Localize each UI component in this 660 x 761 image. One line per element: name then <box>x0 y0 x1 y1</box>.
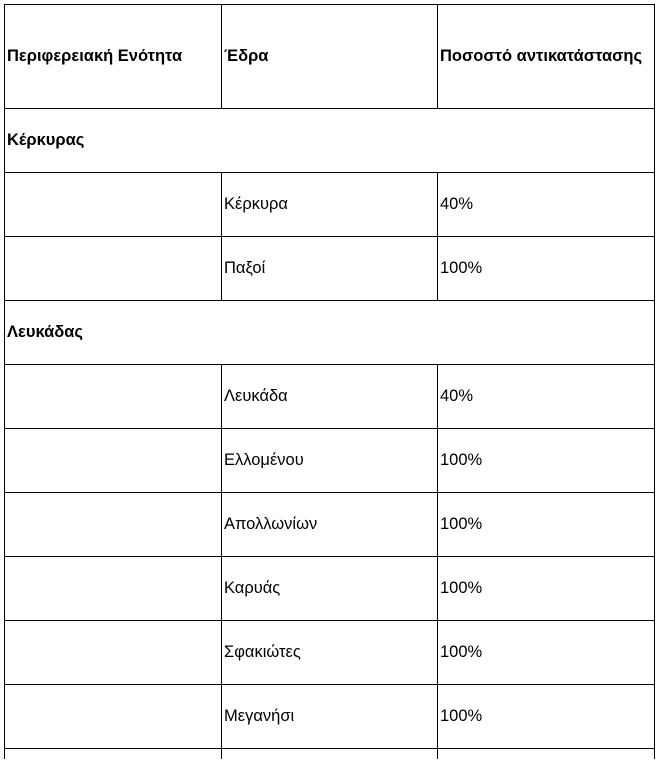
table-row <box>5 685 655 749</box>
regional-unit-cell <box>5 685 222 749</box>
regional-unit-cell <box>5 173 222 237</box>
regional-unit-cell <box>5 621 222 685</box>
header-regional-unit: Περιφερειακή Ενότητα <box>5 5 222 109</box>
seat-cell: Καρυάς <box>222 557 438 621</box>
rate-cell: 100% <box>438 493 655 557</box>
table-row <box>5 621 655 685</box>
rate-cell: 40% <box>438 173 655 237</box>
seat-cell: Ελλομένου <box>222 429 438 493</box>
replacement-rate-table <box>4 4 655 759</box>
continuation-cell <box>438 749 655 760</box>
seat-cell: Λευκάδα <box>222 365 438 429</box>
seat-cell: Κέρκυρα <box>222 173 438 237</box>
regional-unit-cell <box>5 429 222 493</box>
header-seat: Έδρα <box>222 5 438 109</box>
section-row-kerkyra <box>5 109 655 173</box>
seat-cell: Σφακιώτες <box>222 621 438 685</box>
rate-cell: 40% <box>438 365 655 429</box>
continuation-cell <box>5 749 222 760</box>
rate-cell: 100% <box>438 621 655 685</box>
seat-cell: Απολλωνίων <box>222 493 438 557</box>
header-replacement-rate: Ποσοστό αντικατάστασης <box>438 5 655 109</box>
regional-unit-cell <box>5 557 222 621</box>
table-row <box>5 493 655 557</box>
rate-cell: 100% <box>438 557 655 621</box>
table-row <box>5 237 655 301</box>
regional-unit-cell <box>5 237 222 301</box>
regional-unit-cell <box>5 365 222 429</box>
section-row-lefkada <box>5 301 655 365</box>
table-row <box>5 429 655 493</box>
regional-unit-cell <box>5 493 222 557</box>
continuation-cell <box>222 749 438 760</box>
rate-cell: 100% <box>438 237 655 301</box>
section-name: Κέρκυρας <box>5 109 655 173</box>
table-row <box>5 557 655 621</box>
seat-cell: Παξοί <box>222 237 438 301</box>
table-row <box>5 173 655 237</box>
section-name: Λευκάδας <box>5 301 655 365</box>
rate-cell: 100% <box>438 685 655 749</box>
table-continuation-row <box>5 749 655 760</box>
table-row <box>5 365 655 429</box>
table-header-row <box>5 5 655 109</box>
rate-cell: 100% <box>438 429 655 493</box>
seat-cell: Μεγανήσι <box>222 685 438 749</box>
